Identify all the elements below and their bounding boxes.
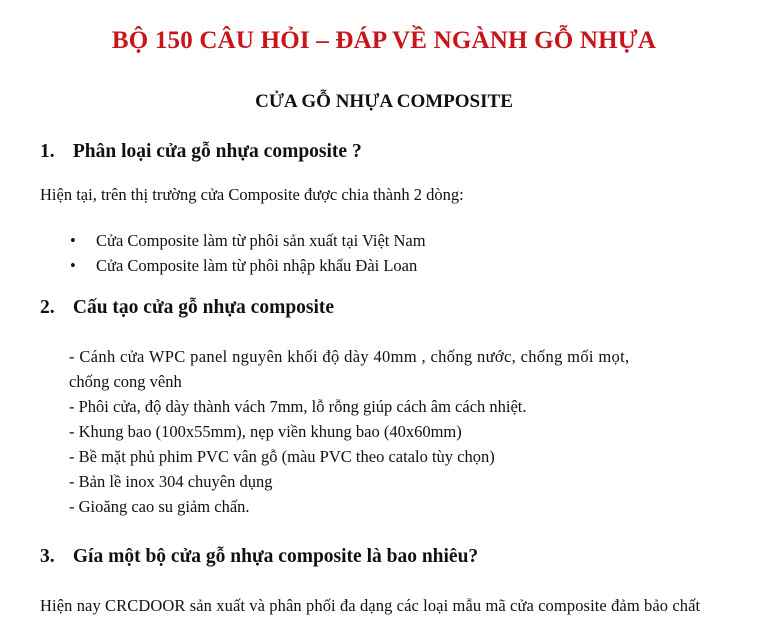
list-item [68,228,426,253]
bullet-text: Cửa Composite làm từ phôi sản xuất tại Việt Nam [96,231,426,250]
body-line: - Phôi cửa, độ dày thành vách 7mm, lỗ rỗng giúp cách âm cách nhiệt. [69,397,527,416]
body-line: - Bề mặt phủ phim PVC vân gỗ (màu PVC theo catalo tùy chọn) [69,447,495,466]
body-line: - Bản lề inox 304 chuyên dụng [69,472,273,491]
section-1-number: 1. [40,141,55,162]
section-1-bullet-list [68,228,426,278]
body-line: - Khung bao (100x55mm), nẹp viền khung bao (40x60mm) [69,422,462,441]
section-2-body [69,344,751,519]
body-line: - Gioăng cao su giảm chấn. [69,497,250,516]
bullet-icon: • [70,256,76,275]
section-3-number: 3. [40,546,55,567]
section-2-heading [40,297,334,319]
section-1-heading [40,141,362,163]
body-line: chống cong vênh [69,372,182,391]
document-title: BỘ 150 CÂU HỎI – ĐÁP VỀ NGÀNH GỖ NHỰA [111,27,657,54]
section-1-intro: Hiện tại, trên thị trường cửa Composite được chia thành 2 dòng: [40,185,464,204]
section-2-number: 2. [40,297,55,318]
section-3-text: Hiện nay CRCDOOR sản xuất và phân phối đa dạng các loại mẫu mã cửa composite đảm bảo chất [40,596,701,615]
section-1-title: Phân loại cửa gỗ nhựa composite ? [72,141,362,162]
body-line: - Cánh cửa WPC panel nguyên khối độ dày 40mm , chống nước, chống mối mọt, [69,347,630,366]
section-2-title: Cấu tạo cửa gỗ nhựa composite [72,297,335,318]
list-item [68,253,426,278]
section-3-heading [40,546,478,568]
bullet-icon: • [70,231,76,250]
bullet-text: Cửa Composite làm từ phôi nhập khẩu Đài Loan [96,256,418,275]
document-subtitle: CỬA GỖ NHỰA COMPOSITE [255,91,513,112]
section-3-title: Gía một bộ cửa gỗ nhựa composite là bao nhiêu? [72,546,479,567]
